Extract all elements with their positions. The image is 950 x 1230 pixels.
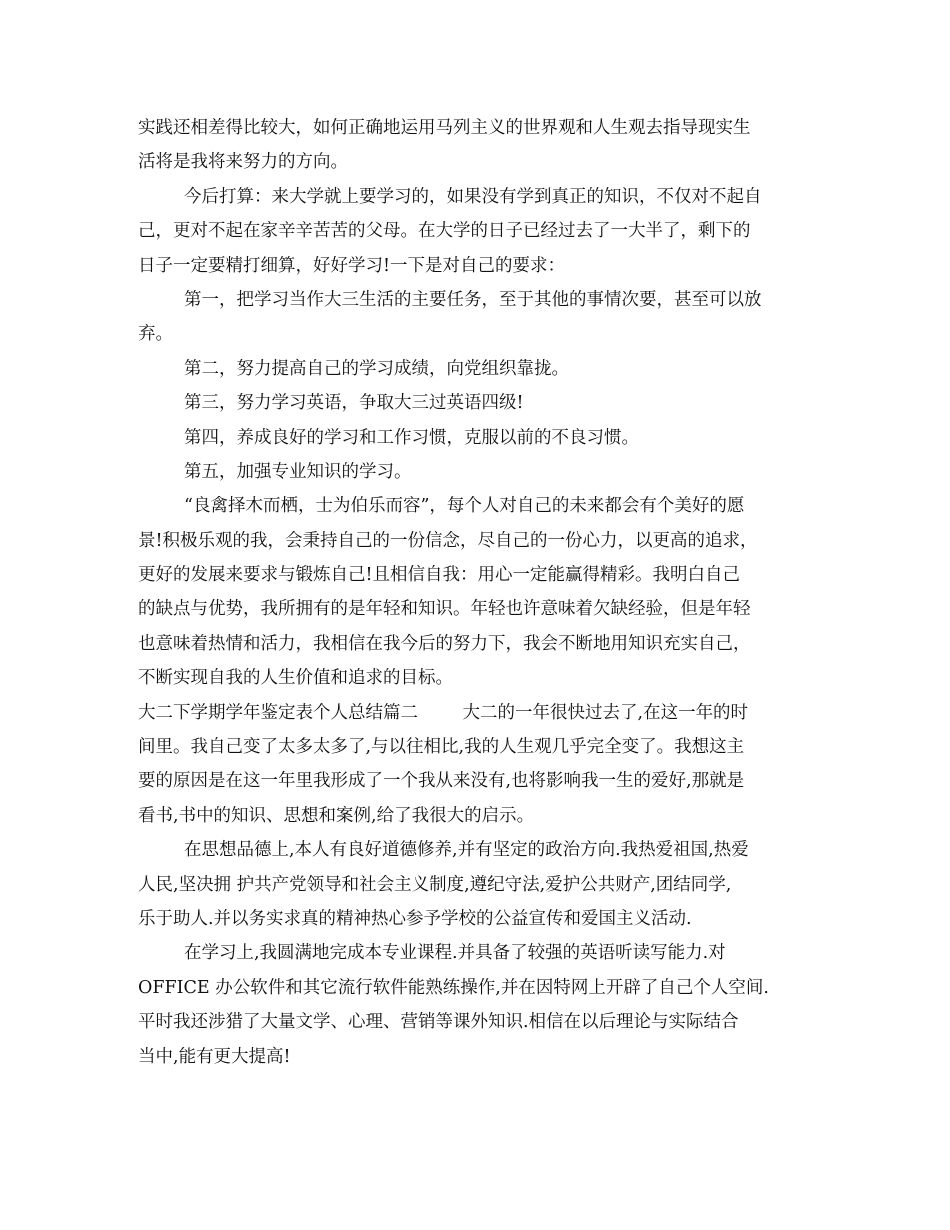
text-line: 的缺点与优势，我所拥有的是年轻和知识。年轻也许意味着欠缺经验，但是年轻: [138, 599, 751, 620]
text-line: 弃。: [138, 324, 173, 345]
text-line: 日子一定要精打细算，好好学习!一下是对自己的要求：: [138, 255, 566, 276]
text-line: 人民,坚决拥 护共产党领导和社会主义制度,遵纪守法,爱护公共财产,团结同学,: [138, 874, 732, 895]
text-line: OFFICE 办公软件和其它流行软件能熟练操作,并在因特网上开辟了自己个人空间.: [138, 977, 769, 998]
text-line: 不断实现自我的人生价值和追求的目标。: [138, 668, 453, 689]
text-line: 间里。我自己变了太多太多了,与以往相比,我的人生观几乎完全变了。我想这主: [138, 737, 745, 758]
text-line: 第一，把学习当作大三生活的主要任务，至于其他的事情次要，甚至可以放: [184, 289, 762, 310]
text-line: 第五，加强专业知识的学习。: [184, 461, 412, 482]
document-body: [138, 111, 818, 1074]
text-line: 活将是我将来努力的方向。: [138, 152, 348, 173]
text-line: 第四，养成良好的学习和工作习惯，克服以前的不良习惯。: [184, 427, 639, 448]
text-line: 实践还相差得比较大，如何正确地运用马列主义的世界观和人生观去指导现实生: [138, 118, 751, 138]
text-line: 在学习上,我圆满地完成本专业课程.并具备了较强的英语听读写能力.对: [184, 943, 726, 964]
text-line: 更好的发展来要求与锻炼自己!且相信自我：用心一定能赢得精彩。我明白自己: [138, 565, 741, 586]
text-line: 看书,书中的知识、思想和案例,给了我很大的启示。: [138, 805, 535, 826]
text-line: 第三，努力学习英语，争取大三过英语四级!: [184, 393, 524, 414]
text-line: 今后打算：来大学就上要学习的，如果没有学到真正的知识，不仅对不起自: [184, 186, 762, 207]
text-line: 在思想品德上,本人有良好道德修养,并有坚定的政治方向.我热爱祖国,热爱: [184, 840, 749, 861]
text-line: 也意味着热情和活力，我相信在我今后的努力下，我会不断地用知识充实自己，: [138, 633, 751, 654]
text-line: 己，更对不起在家辛辛苦苦的父母。在大学的日子已经过去了一大半了，剩下的: [138, 221, 751, 242]
text-line: 平时我还涉猎了大量文学、心理、营销等课外知识.相信在以后理论与实际结合: [138, 1012, 739, 1033]
text-line: 第二，努力提高自己的学习成绩，向党组织靠拢。: [184, 358, 569, 379]
text-line: 要的原因是在这一年里我形成了一个我从来没有,也将影响我一生的爱好,那就是: [138, 771, 745, 792]
text-line: 乐于助人.并以务实求真的精神热心参予学校的公益宣传和爱国主义活动.: [138, 908, 692, 929]
text-line: “良禽择木而栖，士为伯乐而容”，每个人对自己的未来都会有个美好的愿: [184, 496, 745, 517]
text-line: 景!积极乐观的我，会秉持自己的一份信念，尽自己的一份心力，以更高的追求，: [138, 530, 758, 551]
text-line: 大二下学期学年鉴定表个人总结篇二 大二的一年很快过去了,在这一年的时: [138, 702, 749, 723]
text-line: 当中,能有更大提高!: [138, 1046, 291, 1067]
